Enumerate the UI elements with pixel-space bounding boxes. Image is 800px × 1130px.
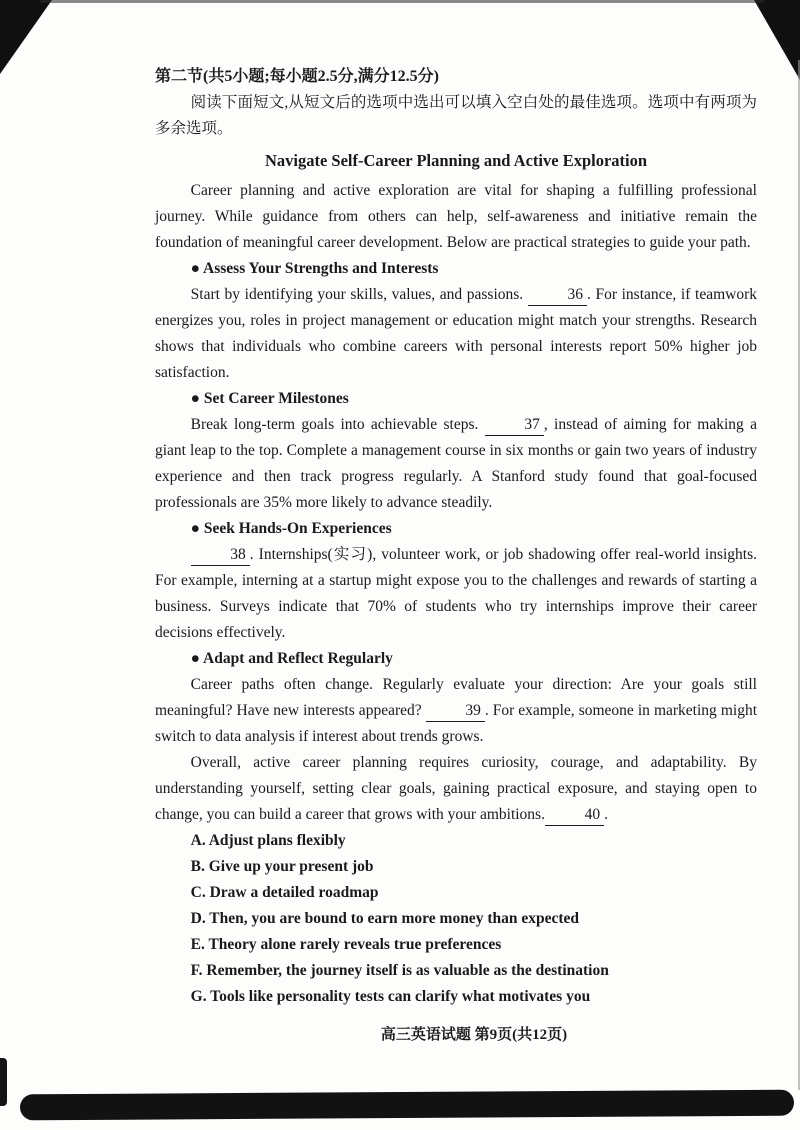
scan-artifact-top-edge: [40, 0, 764, 3]
section-heading: ● Set Career Milestones: [190, 390, 349, 407]
scan-artifact-top-right: [754, 0, 800, 80]
passage-paragraph: Career paths often change. Regularly evaluate your direction: Are your goals still meaningful? Have new interests appeared? 39 . For example, someone in marketing might switch to data analysis if interest about trends grows.: [155, 676, 757, 745]
blank-36: 36: [528, 285, 587, 306]
page-footer: 高三英语试题 第9页(共12页): [380, 1027, 568, 1043]
option-E: E. Theory alone rarely reveals true preferences: [190, 936, 502, 953]
option-A: A. Adjust plans flexibly: [190, 832, 346, 849]
blank-37: 37: [485, 415, 544, 436]
option-C: C. Draw a detailed roadmap: [190, 884, 379, 901]
page-content: [155, 64, 757, 1048]
passage-paragraph: Career planning and active exploration are vital for shaping a fulfilling professional journey. While guidance from others can help, self-awareness and initiative remain the foundation of meaningful career development. Below are practical strategies to guide your path.: [155, 182, 757, 251]
options-list: [155, 828, 757, 1010]
option-F: F. Remember, the journey itself is as valuable as the destination: [190, 962, 609, 979]
passage-paragraph: 38 . Internships(实习), volunteer work, or job shadowing offer real-world insights. For example, interning at a startup might expose you to the challenges and rewards of starting a business. Surveys indicate that 70% of students who try internships improve their career decisions effectively.: [155, 546, 757, 641]
blank-39: 39: [426, 701, 485, 722]
section-heading: ● Assess Your Strengths and Interests: [190, 260, 439, 277]
passage-paragraph: Break long-term goals into achievable steps. 37 , instead of aiming for making a giant leap to the top. Complete a management course in six months or gain two years of industry experience and then track progress regularly. A Stanford study found that goal-focused professionals are 35% more likely to advance steadily.: [155, 416, 757, 511]
option-B: B. Give up your present job: [190, 858, 374, 875]
blank-38: 38: [191, 545, 250, 566]
section-heading: ● Seek Hands-On Experiences: [190, 520, 392, 537]
instructions-text: 阅读下面短文,从短文后的选项中选出可以填入空白处的最佳选项。选项中有两项为多余选项。: [155, 94, 757, 137]
blank-40: 40: [545, 805, 604, 826]
passage-paragraph: Overall, active career planning requires curiosity, courage, and adaptability. By understanding yourself, setting clear goals, gaining practical exposure, and staying open to change, you can build a career that grows with your ambitions. 40 .: [155, 750, 757, 828]
option-D: D. Then, you are bound to earn more money than expected: [190, 910, 580, 927]
section-heading: ● Adapt and Reflect Regularly: [190, 650, 393, 667]
passage-paragraph: Start by identifying your skills, values, and passions. 36 . For instance, if teamwork energizes you, roles in project management or education might match your strengths. Research shows that individuals who combine careers with personal interests report 50% higher job satisfaction.: [155, 286, 757, 381]
scan-artifact-top-left: [0, 0, 52, 74]
scan-artifact-left-sliver: [0, 1058, 7, 1106]
option-G: G. Tools like personality tests can clarify what motivates you: [190, 988, 591, 1005]
passage-body: [155, 178, 757, 828]
section-header: 第二节(共5小题;每小题2.5分,满分12.5分): [155, 68, 439, 85]
passage-title: Navigate Self-Career Planning and Active Exploration: [264, 151, 648, 170]
scan-artifact-bottom-band: [20, 1090, 794, 1121]
